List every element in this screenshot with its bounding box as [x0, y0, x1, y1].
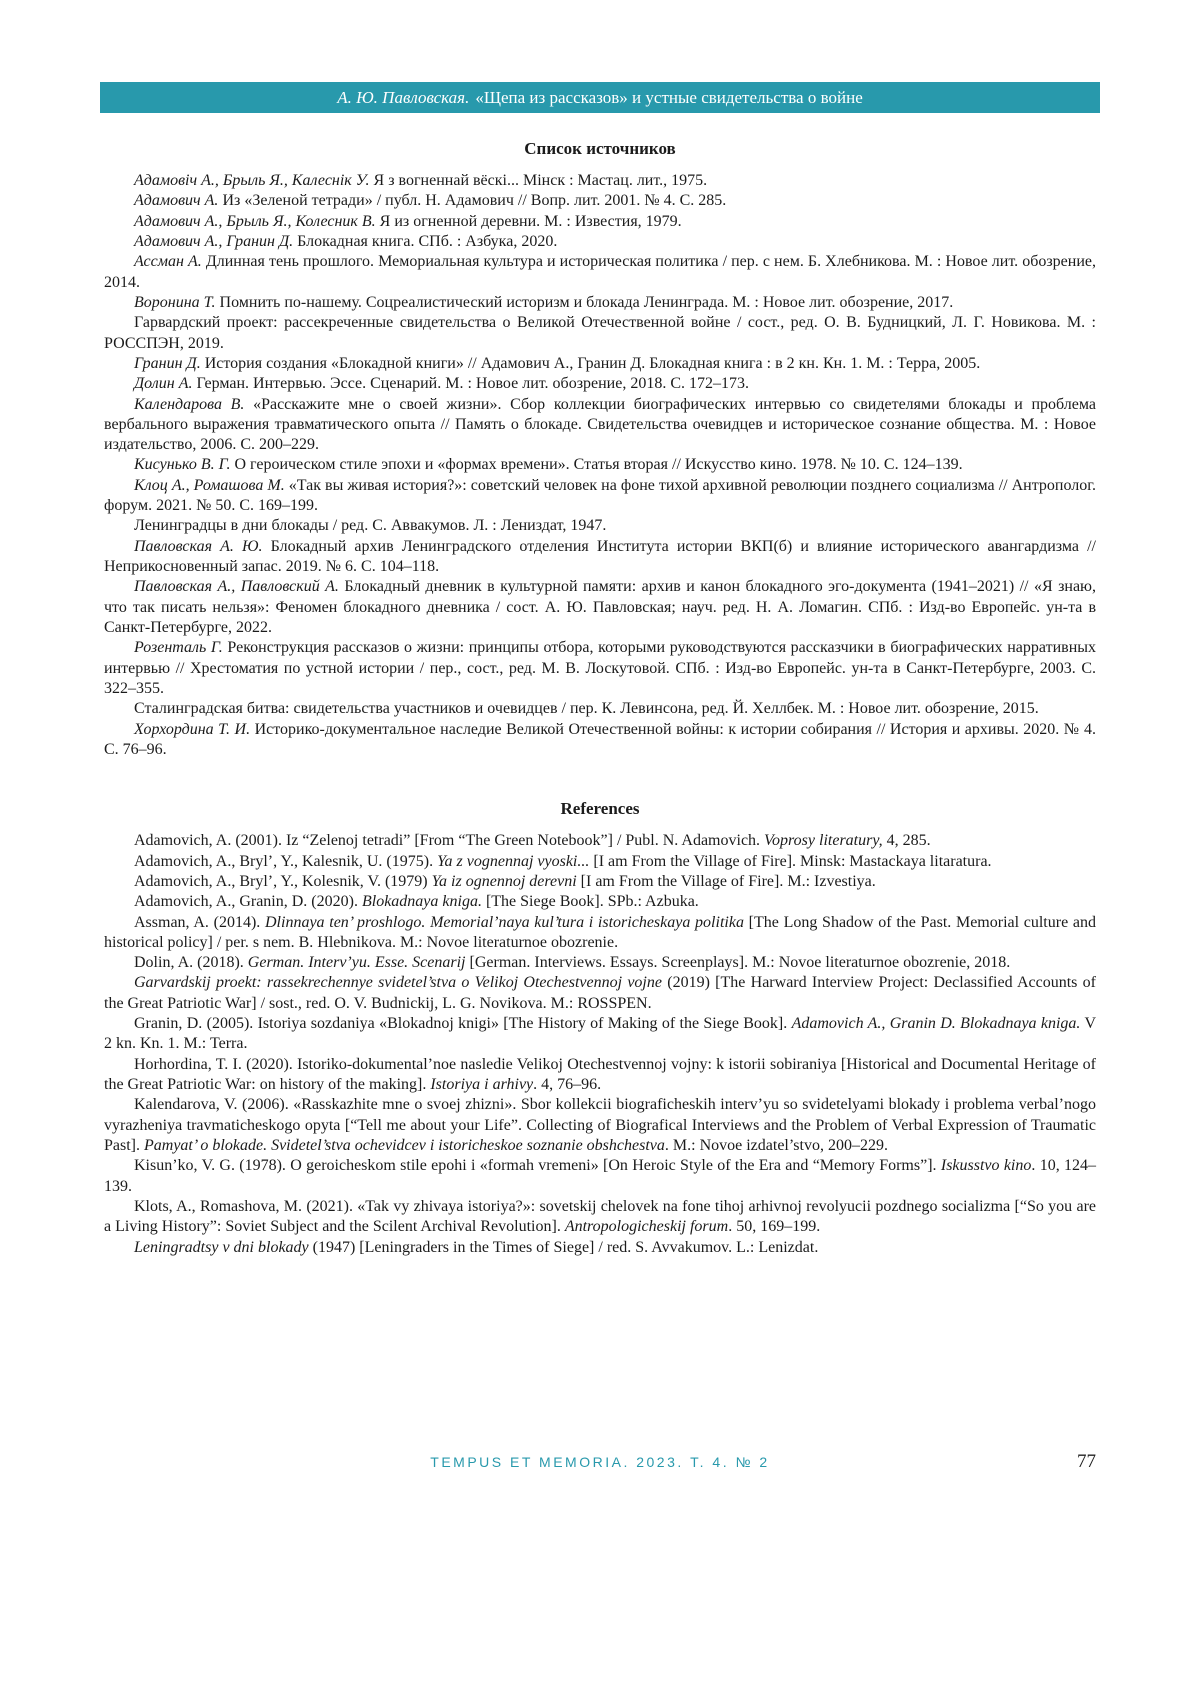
entry-text-segment: [The Siege Book]. SPb.: Azbuka. [481, 893, 699, 911]
entry-text-segment: Гранин Д. [134, 354, 201, 372]
entry-text-segment: Adamovich, A., Bryl’, Y., Kolesnik, V. (1979) [134, 872, 432, 890]
entry-text-segment: Adamovich, A. (2001). Iz “Zelenoj tetradi” [From “The Green Notebook”] / Publ. N. Adamovich. [134, 832, 765, 850]
reference-entry [104, 313, 1096, 354]
entry-text-segment: . M.: Novoe izdatel’stvo, 200–229. [664, 1136, 888, 1154]
reference-entry [104, 1238, 1096, 1258]
entry-text-segment: Adamovich, A., Bryl’, Y., Kalesnik, U. (1975). [134, 852, 438, 870]
entry-text-segment: Адамович А., Гранин Д. [134, 233, 294, 251]
entry-text-segment: Klots, A., Romashova, M. (2021). «Tak vy zhivaya istoriya?»: sovetskij chelovek na fone tihoj arhivnoj revolyucii pozdnego socializma [“So you are a Living History”: Soviet Subject and the Scilent Archival Revolution]. [104, 1197, 1096, 1236]
entry-text-segment: [The Long Shadow of the Past. Memorial culture and historical policy] / per. s nem. B. Hlebnikova. M.: Novoe literaturnoe obozrenie. [104, 913, 1096, 951]
entry-text-segment: Реконструкция рассказов о жизни: принципы отбора, которыми руководствуются рассказчики в биографических нарративных интервью // Хрестоматия по устной истории / пер., сост., ред. М. В. Лоскутовой. СПб. : Изд-во Европейс. ун-та в Санкт-Петербурге, 2003. С. 322–355. [104, 639, 1097, 697]
entry-text-segment: [I am From the Village of Fire]. M.: Izvestiya. [576, 872, 876, 890]
entry-text-segment: «Так вы живая история?»: советский человек на фоне тихой архивной революции позднего социализма // Антрополог. форум. 2021. № 50. С. 169–199. [104, 476, 1097, 515]
entry-text-segment: Garvardskij proekt: rassekrechennye svidetel’stva o Velikoj Otechestvennoj vojne [134, 974, 662, 992]
reference-entry [104, 913, 1096, 954]
entry-text-segment: 4, 285. [882, 832, 931, 850]
entry-text-segment: Воронина Т. [134, 293, 216, 311]
reference-entry [104, 892, 1096, 912]
reference-entry [104, 1197, 1096, 1238]
entry-text-segment: Адамович А., Брыль Я., Колесник В. [134, 212, 376, 230]
entry-text-segment: Я з вогненнай вёскі... Мінск : Мастац. лит., 1975. [369, 172, 708, 190]
reference-entry [104, 852, 1096, 872]
entry-text-segment: Помнить по-нашему. Соцреалистический историзм и блокада Ленинграда. М. : Новое лит. обозрение, 2017. [215, 293, 954, 311]
entry-text-segment: Dolin, A. (2018). [134, 954, 248, 972]
entry-text-segment: Ya z vognennaj vyoski... [437, 852, 590, 870]
reference-entry [104, 577, 1096, 638]
entry-text-segment: V 2 kn. Kn. 1. M.: Terra. [104, 1015, 1097, 1053]
entry-text-segment: . 10, 124–139. [104, 1157, 1097, 1195]
entry-text-segment: Календарова В. [134, 395, 245, 413]
entry-text-segment: Клоц А., Ромашова М. [134, 476, 285, 494]
reference-entry [104, 516, 1096, 536]
entry-text-segment: Adamovich A., Granin D. Blokadnaya kniga. [791, 1015, 1081, 1033]
reference-entry [104, 720, 1096, 761]
entry-text-segment: Istoriya i arhivy [430, 1076, 534, 1093]
entry-text-segment: Хорхордина Т. И. [134, 720, 251, 738]
entry-text-segment: Assman, A. (2014). [134, 913, 265, 931]
reference-entry [104, 252, 1096, 293]
entry-text-segment: Кисунько В. Г. [134, 456, 231, 474]
reference-entry [104, 171, 1096, 191]
entry-text-segment: Я из огненной деревни. М. : Известия, 1979. [375, 212, 682, 230]
entry-text-segment: Историко-документальное наследие Великой Отечественной войны: к истории собирания // История и архивы. 2020. № 4. С. 76–96. [104, 720, 1096, 758]
entry-text-segment: Ya iz ognennoj derevni [431, 872, 577, 890]
entry-text-segment: Павловская А., Павловский А. [134, 578, 339, 596]
entry-text-segment: Адамович А. [134, 192, 219, 210]
entry-text-segment: Kisun’ko, V. G. (1978). O geroicheskom stile epohi i «formah vremeni» [On Heroic Style of the Era and “Memory Forms”]. [134, 1157, 941, 1175]
reference-entry [104, 831, 1096, 851]
entry-text-segment: Герман. Интервью. Эссе. Сценарий. М. : Новое лит. обозрение, 2018. С. 172–173. [192, 375, 750, 393]
entry-text-segment: Блокадный дневник в культурной памяти: архив и канон блокадного эго-документа (1941–2021) // «Я знаю, что так писать нельзя»: Феномен блокадного дневника / сост. А. Ю. Павловская; науч. ред. Н. А. Ломагин. СПб. : Изд-во Европейс. ун-та в Санкт-Петербурге, 2022. [104, 578, 1097, 636]
entry-text-segment: Pamyat’ o blokade. Svidetel’stva ochevidcev i istoricheskoe soznanie obshchestva [144, 1136, 665, 1154]
entry-text-segment: Blokadnaya kniga. [361, 893, 482, 911]
reference-entry [104, 953, 1096, 973]
entry-text-segment: Сталинградская битва: свидетельства участников и очевидцев / пер. К. Левинсона, ред. Й. Хеллбек. М. : Новое лит. обозрение, 2015. [134, 700, 1039, 718]
entry-text-segment: (2019) [The Harward Interview Project: Declassified Accounts of the Great Patriotic War] / sost., red. O. V. Budnickij, L. G. Novikova. M.: ROSSPEN. [104, 974, 1096, 1012]
entry-text-segment: Antropologicheskij forum [564, 1218, 729, 1236]
entry-text-segment: [German. Interviews. Essays. Screenplays]. M.: Novoe literaturnoe obozrenie, 2018. [465, 954, 1011, 972]
reference-entry [104, 354, 1096, 374]
entry-text-segment: «Расскажите мне о своей жизни». Сбор коллекции биографических интервью со свидетелями блокады и проблема вербального выражения травматического опыта // Память о блокаде. Свидетельства очевидцев и историческое сознание общества. М. : Новое издательство, 2006. С. 200–229. [104, 395, 1096, 454]
document-body [104, 138, 1096, 1258]
entry-text-segment: German. Interv’yu. Esse. Scenarij [247, 954, 466, 972]
reference-entry [104, 638, 1096, 699]
section-title: Список источников [524, 139, 676, 158]
entry-text-segment: Адамовіч А., Брыль Я., Калеснік У. [134, 172, 370, 190]
entry-text-segment: Блокадная книга. СПб. : Азбука, 2020. [293, 233, 558, 251]
reference-entry [104, 212, 1096, 232]
reference-entry [104, 973, 1096, 1014]
entry-text-segment: Voprosy literatury, [764, 832, 883, 850]
reference-entry [104, 699, 1096, 719]
reference-entry [104, 872, 1096, 892]
running-head-author: А. Ю. Павловская. [337, 87, 470, 107]
reference-entry [104, 293, 1096, 313]
entry-text-segment: Розенталь Г. [134, 639, 223, 657]
reference-entry [104, 455, 1096, 475]
entry-text-segment: Kalendarova, V. (2006). «Rasskazhite mne o svoej zhizni». Sbor kollekcii biograficheskih interv’yu so svidetelyami blokady i problema verbal’nogo vyrazheniya travmaticheskogo opyta [“Tell me about your Life”. Collecting of Biografical Interviews and the Problem of Verbal Expression of Traumatic Past]. [104, 1096, 1096, 1154]
entry-text-segment: История создания «Блокадной книги» // Адамович А., Гранин Д. Блокадная книга : в 2 кн. Кн. 1. М. : Терра, 2005. [200, 354, 981, 372]
entry-text-segment: . 50, 169–199. [728, 1218, 821, 1236]
entry-text-segment: Granin, D. (2005). Istoriya sozdaniya «Blokadnoj knigi» [The History of Making of the Siege Book]. [134, 1015, 792, 1033]
entry-text-segment: (1947) [Leningraders in the Times of Siege] / red. S. Avvakumov. L.: Lenizdat. [308, 1238, 819, 1256]
entry-text-segment: О героическом стиле эпохи и «формах времени». Статья вторая // Искусство кино. 1978. № 10. С. 124–139. [230, 456, 963, 474]
entry-text-segment: Гарвардский проект: рассекреченные свидетельства о Великой Отечественной войне / сост., ред. О. В. Будницкий, Л. Г. Новикова. М. : РОССПЭН, 2019. [104, 314, 1096, 352]
journal-title-line: TEMPUS ET MEMORIA. 2023. Т. 4. № 2 [430, 1454, 770, 1470]
entry-text-segment: [I am From the Village of Fire]. Minsk: Mastackaya litaratura. [589, 852, 992, 870]
page-footer [104, 1450, 1096, 1474]
entry-text-segment: Adamovich, A., Granin, D. (2020). [134, 893, 362, 911]
reference-entry [104, 191, 1096, 211]
page-header-band [100, 82, 1100, 113]
section-title: References [560, 799, 640, 819]
reference-entry [104, 1055, 1096, 1096]
entry-text-segment: Из «Зеленой тетради» / публ. Н. Адамович // Вопр. лит. 2001. № 4. С. 285. [218, 192, 727, 210]
reference-entry [104, 374, 1096, 394]
reference-entry [104, 1095, 1096, 1156]
reference-entry [104, 1014, 1096, 1055]
entry-text-segment: Leningradtsy v dni blokady [134, 1238, 309, 1256]
reference-entry [104, 232, 1096, 252]
reference-entry [104, 1156, 1096, 1197]
running-head-title: «Щепа из рассказов» и устные свидетельства о войне [475, 87, 863, 107]
page-number: 77 [1077, 1451, 1096, 1472]
reference-entry [104, 395, 1096, 456]
entry-text-segment: Ассман А. [134, 253, 202, 271]
entry-text-segment: Iskusstvo kino [940, 1157, 1032, 1175]
entry-text-segment: . 4, 76–96. [533, 1076, 602, 1093]
entry-text-segment: Долин А. [134, 375, 193, 393]
entry-text-segment: Ленинградцы в дни блокады / ред. С. Аввакумов. Л. : Лениздат, 1947. [134, 517, 607, 535]
entry-text-segment: Dlinnaya ten’ proshlogo. Memorial’naya kul’tura i istoricheskaya politika [265, 913, 744, 931]
reference-entry [104, 537, 1096, 578]
entry-text-segment: Блокадный архив Ленинградского отделения Института истории ВКП(б) и влияние исторического авангардизма // Неприкосновенный запас. 2019. № 6. С. 104–118. [104, 537, 1096, 576]
entry-text-segment: Длинная тень прошлого. Мемориальная культура и историческая политика / пер. с нем. Б. Хлебникова. М. : Новое лит. обозрение, 2014. [104, 253, 1097, 291]
entry-text-segment: Павловская А. Ю. [134, 537, 263, 555]
entry-text-segment: Horhordina, T. I. (2020). Istoriko-dokumental’noe nasledie Velikoj Otechestvennoj vojny: k istorii sobiraniya [Historical and Documental Heritage of the Great Patriotic War: on history of the making]. [104, 1055, 1096, 1093]
reference-entry [104, 476, 1096, 517]
